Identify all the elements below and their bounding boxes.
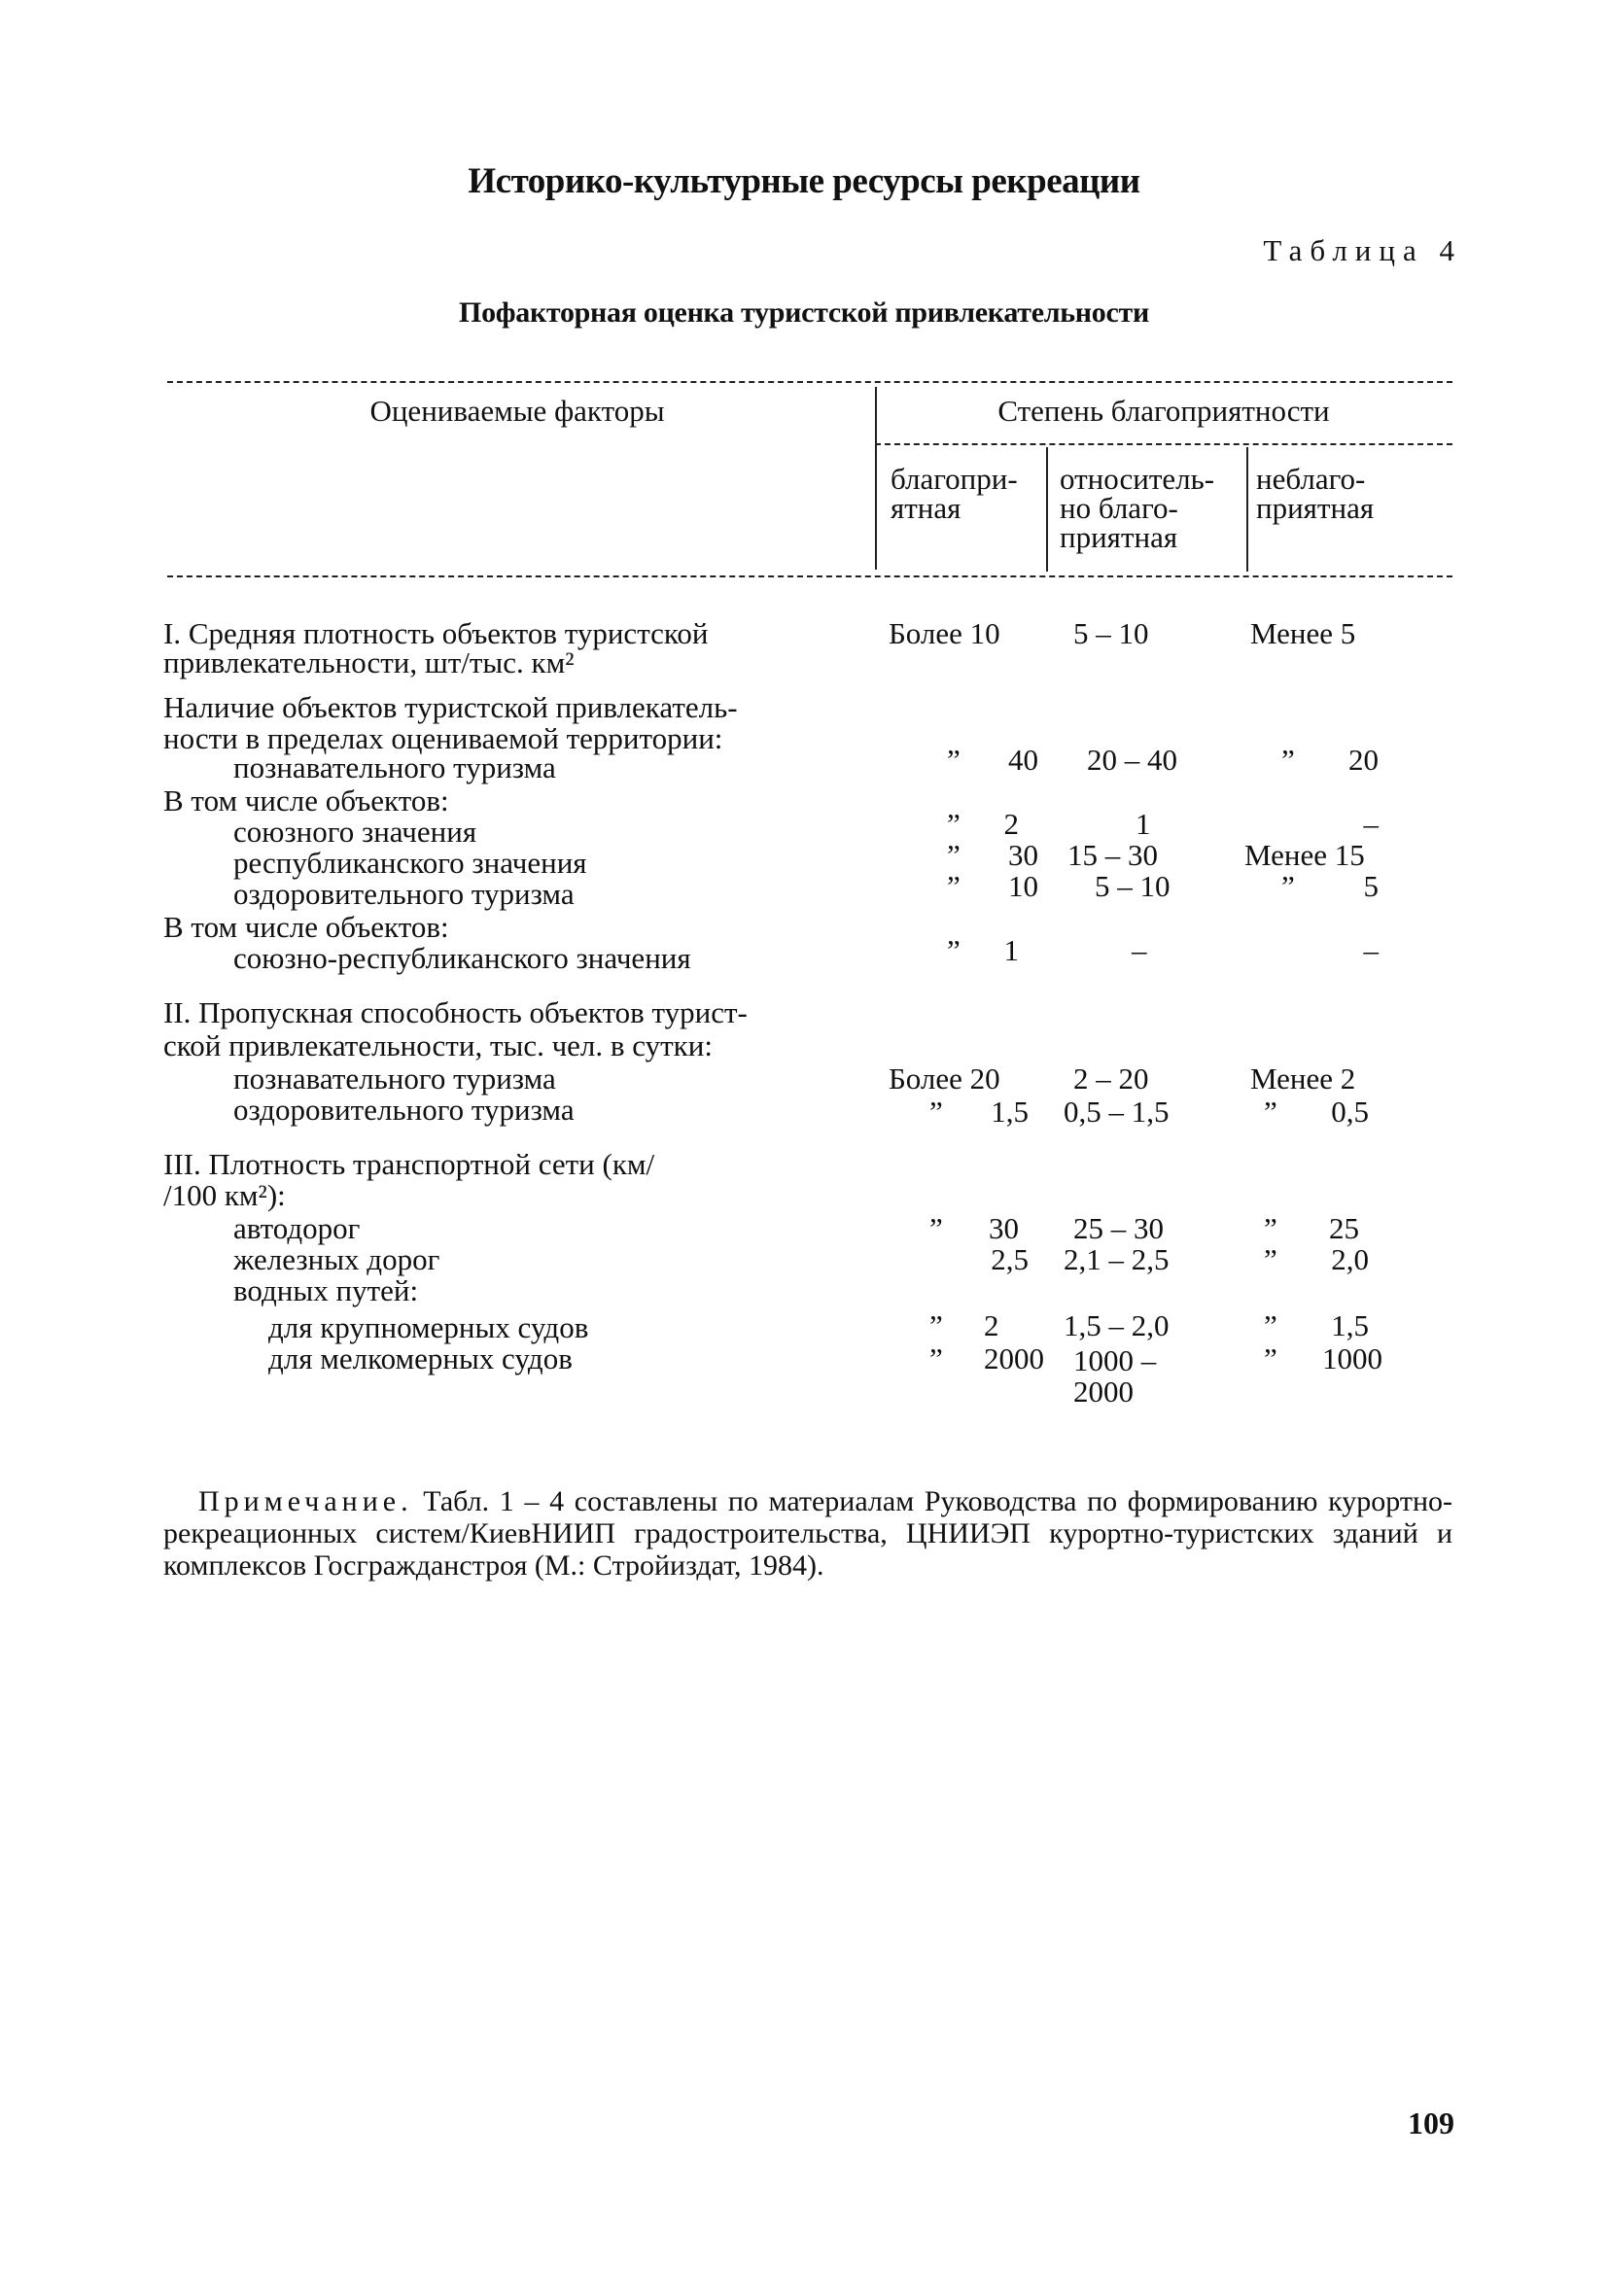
value-unfavorable: Менее 5 (1250, 616, 1356, 650)
factor-line: для крупномерных судов (268, 1310, 589, 1344)
note-label: Примечание. (198, 1485, 413, 1517)
ditto-mark: ” (947, 743, 961, 777)
column-header-factors: Оцениваемые факторы (369, 394, 665, 428)
value-relatively-favorable: 2 – 20 (1073, 1061, 1149, 1096)
table-label: Таблица 4 (1263, 233, 1462, 267)
factor-line: водных путей: (233, 1273, 419, 1307)
value-relatively-favorable: 5 – 10 (1095, 869, 1171, 903)
subheader-rule (875, 443, 1452, 445)
value-unfavorable: 1000 (1322, 1341, 1382, 1375)
ditto-mark: ” (929, 1095, 943, 1129)
ditto-mark: ” (929, 1308, 943, 1342)
factor-line: союзного значения (233, 815, 477, 849)
value-relatively-favorable: 25 – 30 (1073, 1211, 1164, 1245)
factor-line: союзно-республиканского значения (233, 941, 691, 975)
factor-line: ности в пределах оцениваемой территории: (163, 721, 723, 755)
table-head-bottom-rule (167, 575, 1452, 577)
ditto-mark: ” (947, 838, 961, 872)
factor-line: республиканского значения (233, 846, 587, 880)
factor-line: В том числе объектов: (163, 783, 449, 818)
factor-line: автодорог (233, 1211, 361, 1245)
ditto-mark: ” (947, 933, 961, 967)
factor-line: Наличие объектов туристской привлекатель- (163, 690, 738, 724)
value-unfavorable: 2,0 (1331, 1242, 1369, 1276)
value-favorable: Более 10 (889, 616, 1000, 650)
ditto-mark: ” (1264, 1242, 1277, 1276)
ditto-mark: ” (1264, 1308, 1277, 1342)
value-favorable: 40 (1008, 743, 1038, 777)
value-relatively-favorable: 1 (1136, 807, 1151, 841)
value-relatively-favorable: 15 – 30 (1067, 838, 1158, 872)
subheader-unfavorable: неблаго- приятная (1256, 462, 1375, 525)
value-favorable: 30 (1008, 838, 1038, 872)
page-title: Историко-культурные ресурсы рекреации (468, 161, 1140, 201)
value-relatively-favorable: – (1132, 933, 1147, 967)
factor-line: II. Пропускная способность объектов турист- (163, 995, 748, 1029)
value-relatively-favorable: 2,1 – 2,5 (1064, 1242, 1170, 1276)
factor-line: познавательного туризма (233, 750, 556, 784)
ditto-mark: ” (947, 869, 961, 903)
factor-line: I. Средняя плотность объектов туристской (163, 616, 709, 650)
ditto-mark: ” (1264, 1095, 1277, 1129)
ditto-mark: ” (1281, 869, 1295, 903)
factor-line: ской привлекательности, тыс. чел. в сутки: (163, 1028, 713, 1062)
factor-line: В том числе объектов: (163, 910, 449, 944)
value-unfavorable: 5 (1363, 869, 1379, 903)
ditto-mark: ” (1264, 1341, 1277, 1375)
value-favorable: 2000 (984, 1341, 1044, 1375)
ditto-mark: ” (1281, 743, 1295, 777)
value-favorable: 10 (1008, 869, 1038, 903)
ditto-mark: ” (947, 807, 961, 841)
table-top-rule (167, 381, 1452, 383)
value-favorable: Более 20 (889, 1061, 1000, 1096)
page-number: 109 (1408, 2105, 1454, 2140)
column-divider (1246, 447, 1248, 572)
column-divider (1046, 447, 1048, 572)
value-unfavorable: – (1363, 933, 1379, 967)
value-unfavorable: Менее 2 (1250, 1061, 1356, 1096)
value-favorable: 1 (1003, 933, 1019, 967)
value-unfavorable: 25 (1329, 1211, 1359, 1245)
factor-line: оздоровительного туризма (233, 877, 575, 911)
value-favorable: 2 (1003, 807, 1019, 841)
subheader-relatively-favorable: относитель- но благо- приятная (1060, 462, 1215, 554)
ditto-mark: ” (1264, 1211, 1277, 1245)
factor-line: познавательного туризма (233, 1061, 556, 1096)
factor-line: привлекательности, шт/тыс. км² (163, 645, 575, 679)
value-relatively-favorable: 1000 – 2000 (1073, 1343, 1157, 1409)
note-text: Табл. 1 – 4 составлены по материалам Руководства по формированию курортно-рекреационных систем/КиевНИИП градостроительства, ЦНИИЭП курортно-туристских зданий и комплексов Госгражданстроя (М.: Стройиздат, 1984). (163, 1485, 1452, 1582)
ditto-mark: ” (929, 1341, 943, 1375)
factor-line: /100 км²): (163, 1178, 286, 1212)
value-unfavorable: 1,5 (1331, 1308, 1369, 1342)
factor-line: III. Плотность транспортной сети (км/ (163, 1147, 655, 1181)
value-unfavorable: Менее 15 (1244, 838, 1365, 872)
factor-line: для мелкомерных судов (268, 1341, 573, 1375)
value-favorable: 2 (984, 1308, 999, 1342)
value-favorable: 30 (989, 1211, 1019, 1245)
value-favorable: 2,5 (991, 1242, 1029, 1276)
ditto-mark: ” (929, 1211, 943, 1245)
value-unfavorable: – (1363, 807, 1379, 841)
value-unfavorable: 0,5 (1331, 1095, 1369, 1129)
table-subtitle: Пофакторная оценка туристской привлекательности (459, 296, 1149, 329)
value-relatively-favorable: 0,5 – 1,5 (1064, 1095, 1170, 1129)
factor-line: оздоровительного туризма (233, 1093, 575, 1127)
value-unfavorable: 20 (1348, 743, 1379, 777)
column-header-degree: Степень благоприятности (997, 394, 1330, 428)
value-favorable: 1,5 (991, 1095, 1029, 1129)
subheader-favorable: благопри- ятная (891, 462, 1018, 525)
value-relatively-favorable: 5 – 10 (1073, 616, 1149, 650)
table-note (163, 1485, 1452, 1582)
value-relatively-favorable: 20 – 40 (1087, 743, 1177, 777)
value-relatively-favorable: 1,5 – 2,0 (1064, 1308, 1170, 1342)
factor-line: железных дорог (233, 1242, 440, 1276)
